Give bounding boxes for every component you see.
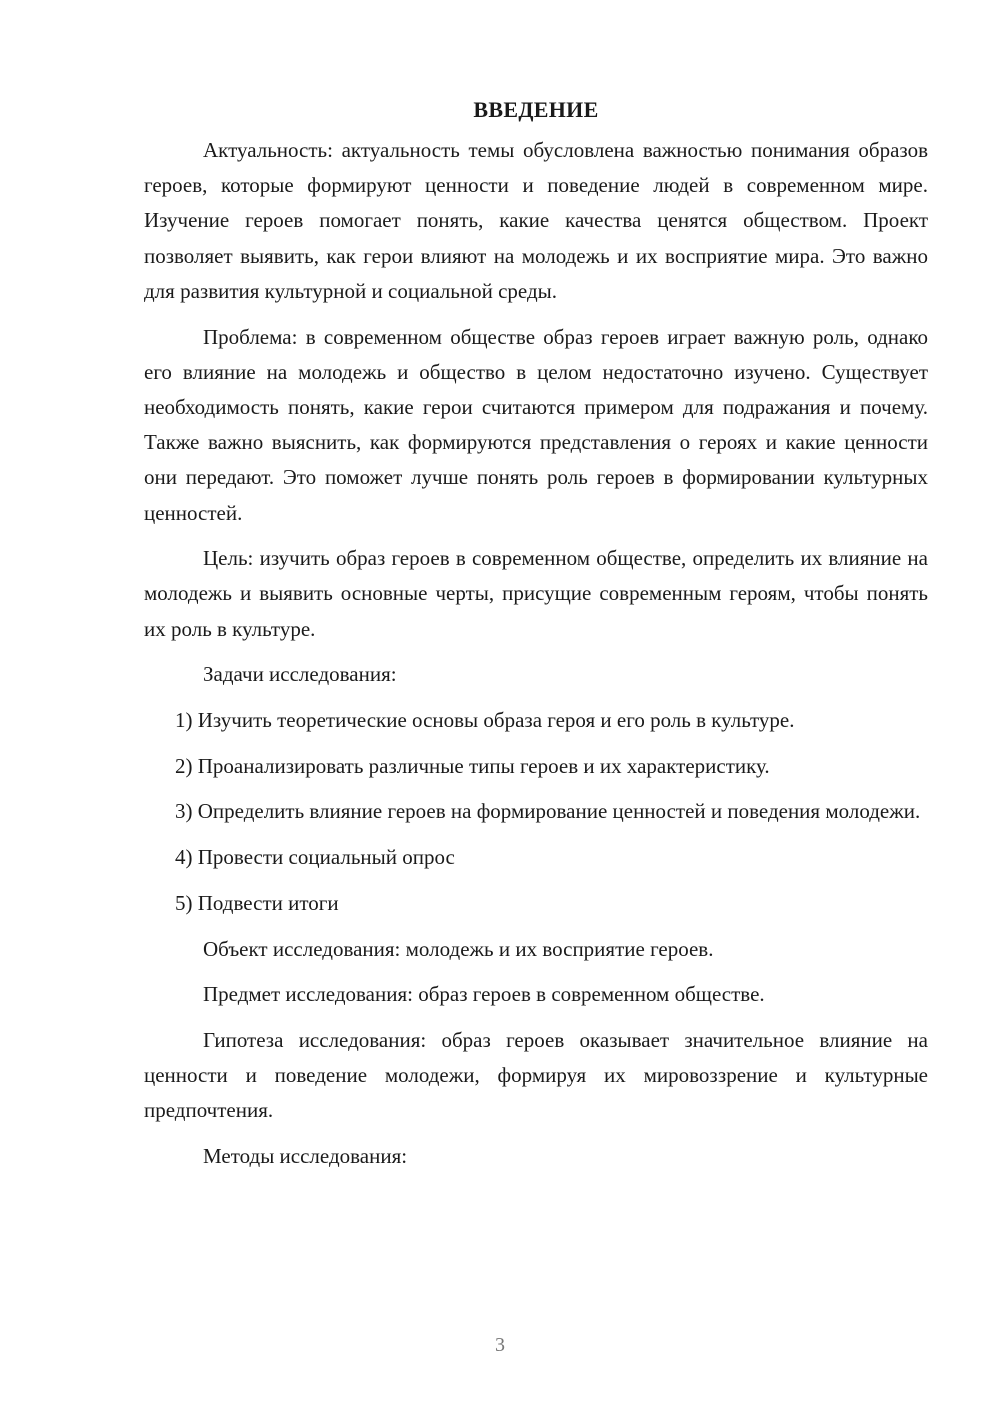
- task-item-4: 4) Провести социальный опрос: [175, 845, 455, 870]
- tasks-heading: Задачи исследования:: [203, 662, 397, 687]
- hypothesis-paragraph: Гипотеза исследования: образ героев оказывает значительное влияние на ценности и поведение молодежи, формируя их мировоззрение и культурные предпочтения.: [144, 1027, 928, 1123]
- page-number: 3: [495, 1334, 505, 1356]
- methods-heading: Методы исследования:: [203, 1144, 408, 1169]
- research-object-paragraph: Объект исследования: молодежь и их восприятие героев.: [203, 936, 714, 961]
- relevance-paragraph: Актуальность: актуальность темы обусловлена важностью понимания образов героев, которые формируют ценности и поведение людей в современном мире. Изучение героев помогает понять, какие качества ценятся обществом. Проект позволяет выявить, как герои влияют на молодежь и их восприятие мира. Это важно для развития культурной и социальной среды.: [144, 138, 928, 303]
- problem-paragraph: Проблема: в современном обществе образ героев играет важную роль, однако его влияние на молодежь и общество в целом недостаточно изучено. Существует необходимость понять, какие герои считаются примером для подражания и почему. Также важно выяснить, как формируются представления о героях и какие ценности они передают. Это поможет лучше понять роль героев в формировании культурных ценностей.: [144, 324, 928, 525]
- document-page: [144, 92, 928, 1185]
- task-item-2: 2) Проанализировать различные типы героев и их характеристику.: [175, 753, 770, 778]
- task-item-5: 5) Подвести итоги: [175, 890, 339, 915]
- research-subject-paragraph: Предмет исследования: образ героев в современном обществе.: [203, 982, 765, 1007]
- section-heading: ВВЕДЕНИЕ: [473, 97, 599, 122]
- task-item-1: 1) Изучить теоретические основы образа героя и его роль в культуре.: [175, 708, 795, 733]
- goal-paragraph: Цель: изучить образ героев в современном обществе, определить их влияние на молодежь и выявить основные черты, присущие современным героям, чтобы понять их роль в культуре.: [144, 546, 928, 641]
- task-item-3: 3) Определить влияние героев на формирование ценностей и поведения молодежи.: [175, 799, 921, 824]
